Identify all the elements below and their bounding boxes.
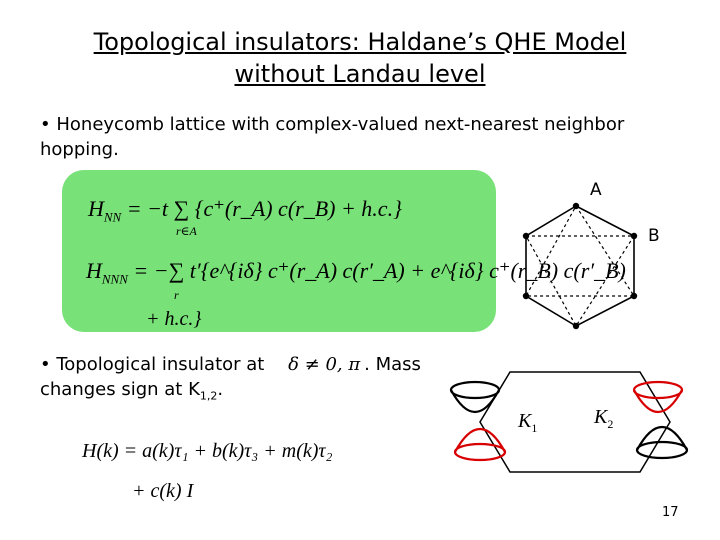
bullet-text: Honeycomb lattice with complex-valued next-nearest neighbor hopping. (40, 114, 625, 160)
sublattice-label-b: B (648, 226, 660, 246)
equation-hnn: $H_{NN} = -t$ ∑ {c⁺(r_A) c(r_B) + h.c.} (88, 196, 402, 225)
cone-k2-red (634, 382, 682, 412)
cone-k1-black (451, 382, 499, 412)
equation-hnnn-cont: + h.c.} (146, 308, 202, 330)
sublattice-label-a: A (590, 180, 602, 200)
slide-title-line2: without Landau level (234, 60, 486, 88)
equation-hnn-sum-index: r∈A (176, 224, 197, 238)
bullet-dot: • (40, 354, 51, 375)
equation-dirac-hamiltonian: H(k) = a(k)τ₁ + b(k)τ₃ + m(k)τ₂ (82, 440, 333, 462)
bullet-topological: • Topological insulator at δ ≠ 0, π . Mass changes sign at $K_{1,2}$. (40, 354, 421, 403)
cone-k1-red (455, 429, 505, 460)
page-number: 17 (662, 505, 679, 520)
bullet-honeycomb (40, 112, 700, 162)
slide-title-line1: Topological insulators: Haldane’s QHE Model (93, 28, 627, 56)
equation-hnnn: $H_{NNN}$ = −∑ t′{e^{iδ} c⁺(r_A) c(r′_A) + e^{iδ} c⁺(r_B) c(r′_B) (86, 258, 626, 287)
cone-k2-black (637, 427, 687, 458)
hamiltonian-box (62, 170, 496, 332)
valley-label-k2: $K_2$ (594, 406, 614, 431)
bullet-dot: • (40, 114, 51, 135)
honeycomb-hexagon-diagram (520, 200, 670, 332)
equation-dirac-cont: + c(k) I (132, 480, 194, 502)
brillouin-zone-diagram (440, 362, 700, 482)
equation-hnnn-sum-index: r (174, 288, 179, 302)
delta-condition: δ ≠ 0, π (288, 354, 361, 375)
valley-label-k1: $K_1$ (518, 410, 538, 435)
